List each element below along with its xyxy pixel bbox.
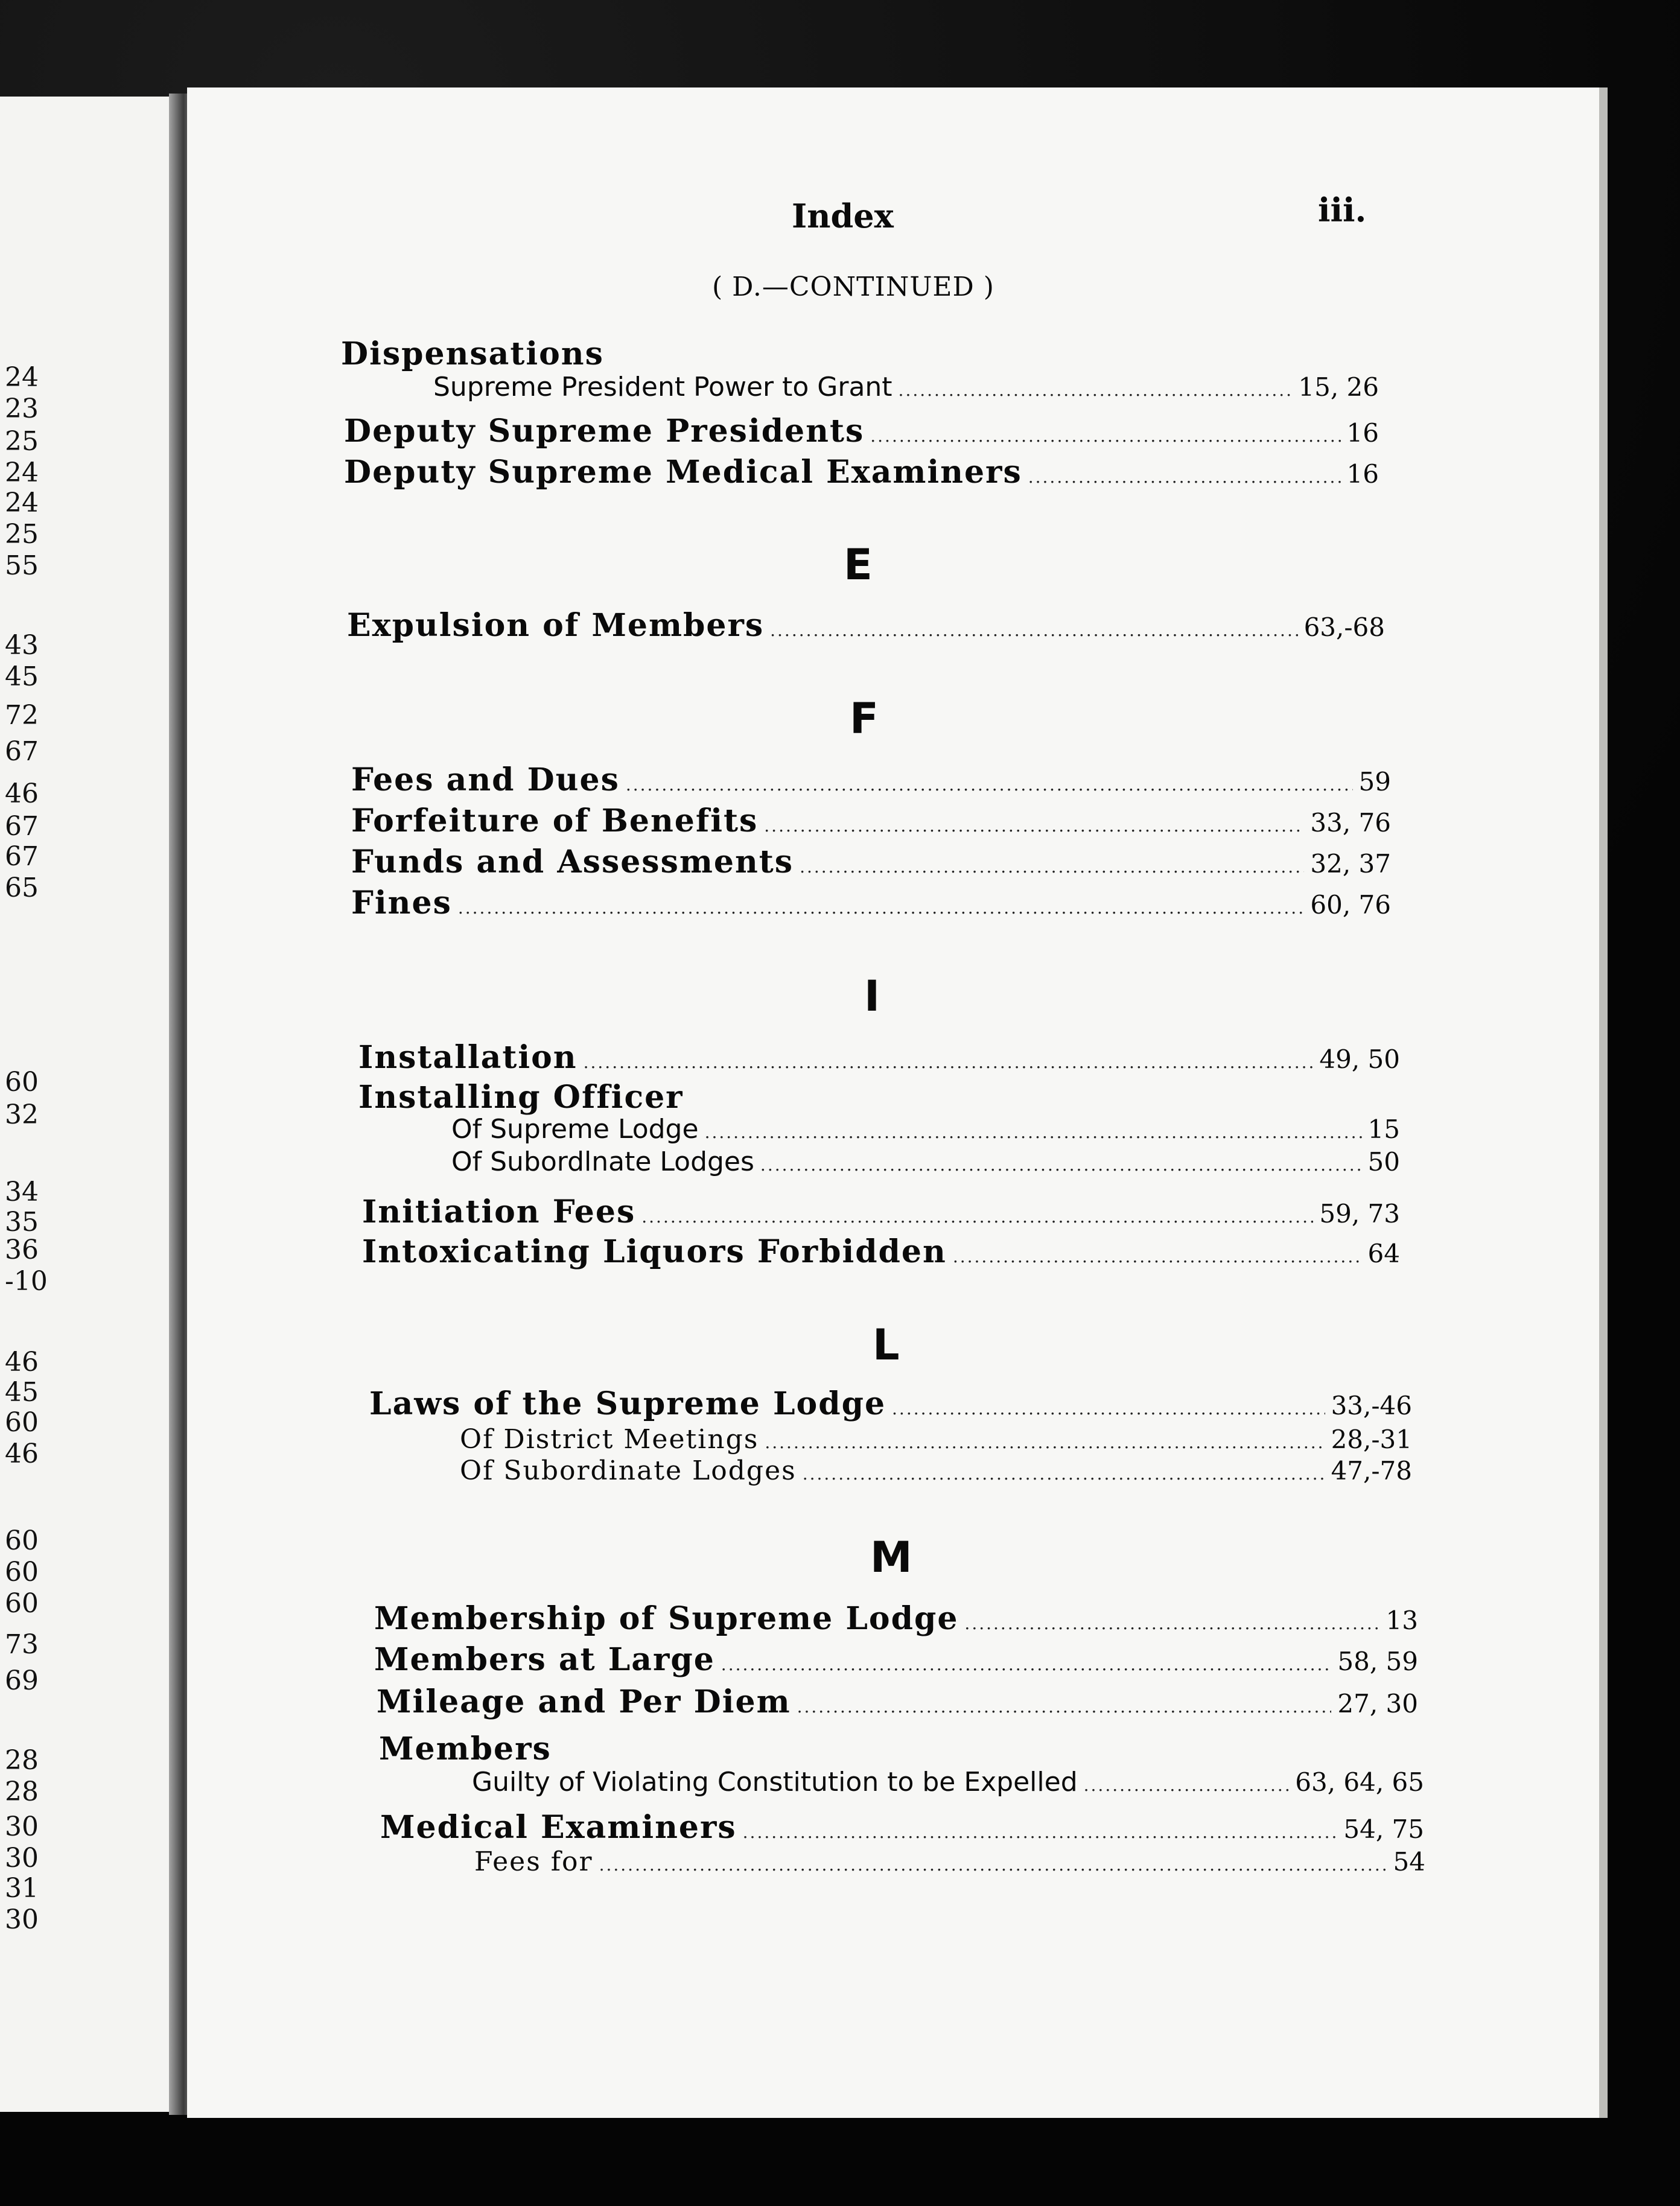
entry-pages: 33, 76 (1310, 808, 1391, 838)
facing-page-number: 30 (5, 1843, 39, 1874)
page-number: iii. (1318, 191, 1367, 229)
index-entry (362, 1194, 1400, 1232)
facing-page-number: 34 (5, 1177, 39, 1207)
index-entry (347, 607, 1385, 646)
facing-page-number: 25 (5, 426, 39, 457)
entry-pages: 13 (1386, 1606, 1418, 1635)
index-entry (472, 1767, 1424, 1805)
facing-page-number: 73 (5, 1629, 39, 1660)
dot-leader (721, 1654, 1332, 1674)
facing-page-number: 67 (5, 841, 39, 872)
facing-page-number: 60 (5, 1067, 39, 1098)
dot-leader (764, 816, 1304, 836)
index-heading: Dispensations (341, 335, 604, 372)
facing-page-number: 69 (5, 1665, 39, 1696)
dot-leader (1084, 1775, 1290, 1795)
entry-pages: 59, 73 (1319, 1199, 1400, 1229)
index-entry (358, 1039, 1400, 1078)
entry-label: Of Subordlnate Lodges (451, 1146, 754, 1177)
entry-label: Fines (351, 885, 452, 921)
facing-page-number: 30 (5, 1904, 39, 1935)
facing-page-number: 31 (5, 1873, 39, 1904)
facing-page-number: 24 (5, 457, 39, 488)
index-entry (374, 1641, 1418, 1680)
index-heading: Installing Officer (358, 1079, 684, 1116)
dot-leader (800, 857, 1304, 877)
entry-pages: 15 (1367, 1114, 1400, 1144)
facing-page-number: 24 (5, 362, 39, 393)
page-subtitle: ( D.—CONTINUED ) (712, 272, 994, 302)
facing-page-number: 45 (5, 1377, 39, 1408)
facing-page-number: 28 (5, 1776, 39, 1807)
dot-leader (797, 1697, 1332, 1717)
facing-page-number: 45 (5, 661, 39, 692)
facing-page-number: 67 (5, 811, 39, 842)
facing-page-number: 60 (5, 1525, 39, 1556)
facing-page-number: 43 (5, 630, 39, 661)
index-entry (369, 1385, 1412, 1424)
facing-page-number: 55 (5, 550, 39, 581)
entry-pages: 27, 30 (1337, 1689, 1418, 1718)
facing-page-number: 23 (5, 393, 39, 424)
facing-page-number: 72 (5, 700, 39, 731)
entry-label: Laws of the Supreme Lodge (369, 1385, 886, 1422)
index-entry (362, 1233, 1400, 1272)
entry-label: Of Subordinate Lodges (460, 1455, 797, 1486)
entry-pages: 49, 50 (1319, 1044, 1400, 1074)
dot-leader (599, 1855, 1387, 1875)
index-entry (351, 803, 1391, 841)
dot-leader (743, 1822, 1338, 1842)
entry-label: Intoxicating Liquors Forbidden (362, 1233, 947, 1270)
entry-pages: 50 (1367, 1147, 1400, 1177)
entry-pages: 54, 75 (1343, 1814, 1424, 1844)
index-entry (344, 413, 1379, 451)
entry-pages: 59 (1358, 767, 1391, 796)
entry-pages: 58, 59 (1337, 1647, 1418, 1676)
index-entry (474, 1846, 1425, 1885)
facing-page-number: 46 (5, 1438, 39, 1469)
index-heading: Members (379, 1731, 552, 1767)
entry-label: Of Supreme Lodge (451, 1114, 699, 1145)
dot-leader (870, 426, 1340, 446)
facing-page-number: 28 (5, 1745, 39, 1776)
entry-label: Forfeiture of Benefits (351, 803, 759, 839)
index-entry (344, 454, 1379, 492)
entry-label: Initiation Fees (362, 1194, 636, 1230)
entry-pages: 28,-31 (1331, 1425, 1412, 1454)
entry-pages: 63,-68 (1303, 612, 1385, 642)
entry-pages: 33,-46 (1331, 1391, 1412, 1420)
entry-pages: 15, 26 (1298, 372, 1379, 402)
dot-leader (584, 1052, 1314, 1072)
index-entry (377, 1683, 1418, 1722)
entry-pages: 16 (1346, 459, 1379, 489)
facing-page-number: 24 (5, 488, 39, 518)
dot-leader (770, 620, 1297, 640)
entry-pages: 47,-78 (1331, 1456, 1412, 1486)
entry-label: Funds and Assessments (351, 844, 794, 880)
dot-leader (803, 1464, 1325, 1484)
entry-label: Fees for (474, 1846, 593, 1877)
section-letter: L (873, 1320, 900, 1370)
facing-page-number: 35 (5, 1207, 39, 1238)
dot-leader (1028, 467, 1341, 487)
entry-label: Installation (358, 1039, 578, 1076)
index-entry (451, 1146, 1400, 1185)
page-title: Index (792, 197, 894, 235)
dot-leader (953, 1247, 1362, 1267)
facing-page-number: 60 (5, 1588, 39, 1619)
facing-page-number: 46 (5, 778, 39, 809)
entry-pages: 60, 76 (1310, 890, 1391, 920)
entry-pages: 64 (1367, 1239, 1400, 1268)
entry-label: Mileage and Per Diem (377, 1683, 791, 1720)
facing-page-number: 67 (5, 736, 39, 767)
dot-leader (964, 1613, 1379, 1633)
entry-label: Membership of Supreme Lodge (374, 1600, 959, 1637)
dot-leader (626, 775, 1353, 795)
facing-page-number: 46 (5, 1347, 39, 1378)
section-letter: F (850, 694, 879, 743)
entry-pages: 32, 37 (1310, 849, 1391, 879)
index-entry (351, 844, 1391, 882)
section-letter: E (844, 540, 873, 590)
facing-page-number: 65 (5, 873, 39, 903)
section-letter: M (870, 1533, 912, 1582)
index-entry (351, 761, 1391, 800)
dot-leader (765, 1432, 1325, 1452)
entry-label: Medical Examiners (380, 1809, 737, 1846)
facing-page-number: 36 (5, 1235, 39, 1265)
dot-leader (641, 1207, 1313, 1227)
index-entry (380, 1809, 1424, 1848)
section-letter: I (864, 971, 880, 1021)
index-entry (374, 1600, 1418, 1639)
dot-leader (458, 898, 1305, 918)
page-edge (1599, 87, 1608, 2118)
dot-leader (892, 1399, 1325, 1419)
entry-label: Supreme President Power to Grant (433, 372, 892, 402)
dot-leader (760, 1155, 1362, 1175)
entry-label: Fees and Dues (351, 761, 620, 798)
facing-page-number: 30 (5, 1811, 39, 1842)
entry-label: Members at Large (374, 1641, 715, 1678)
dot-leader (899, 380, 1293, 400)
index-entry (351, 885, 1391, 923)
entry-pages: 63, 64, 65 (1295, 1767, 1424, 1797)
entry-pages: 16 (1346, 418, 1379, 448)
index-entry (433, 372, 1379, 410)
entry-label: Deputy Supreme Presidents (344, 413, 865, 450)
entry-pages: 54 (1393, 1847, 1425, 1877)
facing-page-number: 32 (5, 1099, 39, 1130)
dot-leader (705, 1122, 1362, 1142)
entry-label: Of District Meetings (460, 1424, 759, 1455)
index-entry (460, 1455, 1412, 1494)
facing-page-number: 60 (5, 1557, 39, 1588)
facing-page-number: -10 (5, 1266, 48, 1297)
entry-label: Deputy Supreme Medical Examiners (344, 454, 1022, 491)
facing-page-number: 60 (5, 1407, 39, 1438)
entry-label: Expulsion of Members (347, 607, 765, 644)
entry-label: Guilty of Violating Constitution to be Expelled (472, 1767, 1078, 1798)
facing-page-number: 25 (5, 519, 39, 550)
